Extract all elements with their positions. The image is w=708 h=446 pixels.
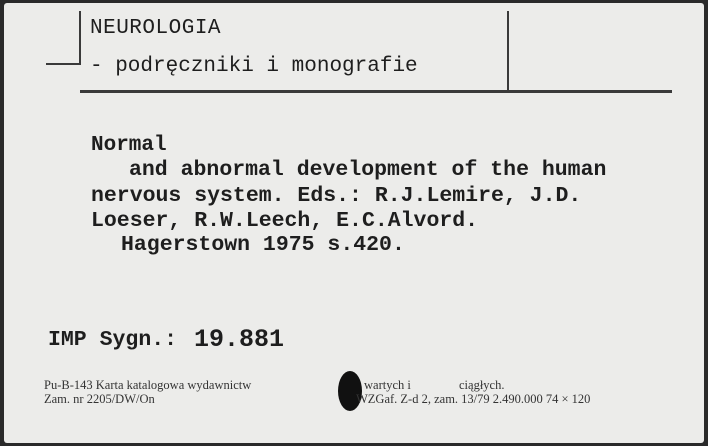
footer-right-line-1: ciągłych. (459, 378, 505, 392)
header-left-rule (79, 11, 81, 65)
footer-left-line-1: Pu-B-143 Karta katalogowa wydawnictw (44, 378, 252, 392)
signature-number: 19.881 (194, 325, 285, 354)
entry-title-line: Normal (91, 134, 167, 157)
entry-line-2: and abnormal development of the human (129, 158, 607, 182)
footer-left-line-2: Zam. nr 2205/DW/On (44, 392, 155, 406)
subject-heading: NEUROLOGIA (90, 17, 222, 40)
subject-subheading: - podręczniki i monografie (90, 55, 418, 78)
catalog-card (4, 3, 704, 443)
header-left-underline (46, 63, 80, 65)
header-right-rule (507, 11, 509, 91)
header-bottom-rule (80, 90, 672, 93)
signature-label: IMP Sygn.: (48, 328, 178, 352)
entry-line-3: nervous system. Eds.: R.J.Lemire, J.D. (91, 184, 582, 208)
footer-right-line-2: WZGaf. Z-d 2, zam. 13/79 2.490.000 74 × 120 (356, 392, 591, 406)
footer-right-line-1-prefix: wartych i (364, 378, 411, 392)
entry-line-4: Loeser, R.W.Leech, E.C.Alvord. (91, 209, 479, 233)
entry-line-5: Hagerstown 1975 s.420. (121, 233, 405, 257)
